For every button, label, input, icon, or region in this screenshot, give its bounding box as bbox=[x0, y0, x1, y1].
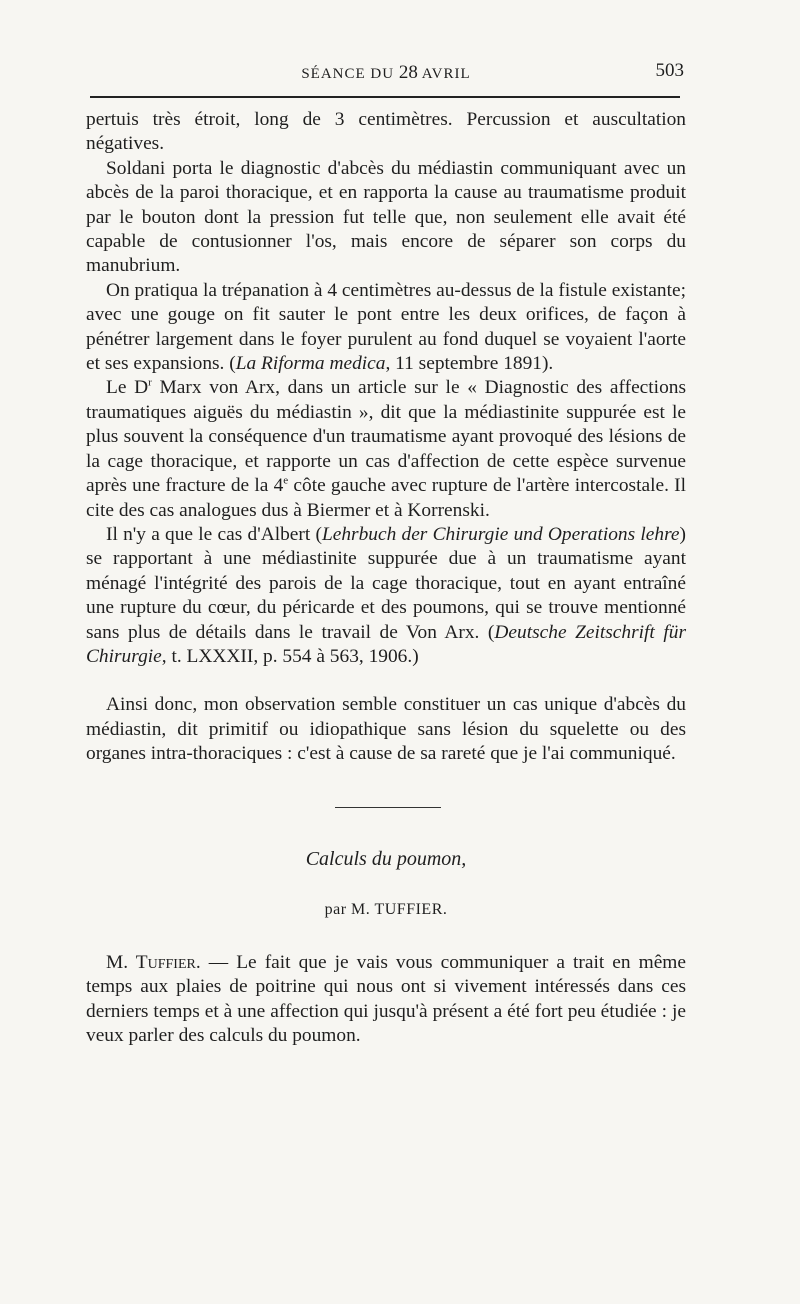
section-byline: par M. TUFFIER. bbox=[324, 901, 448, 919]
citation-deutsche-zeitschrift: Deutsche Zeitschrift für Chirurgie bbox=[86, 621, 686, 667]
running-head-date: 28 bbox=[398, 62, 418, 83]
running-head-suffix: AVRIL bbox=[421, 66, 471, 82]
body-text bbox=[86, 108, 686, 767]
paragraph-5-text-end: , t. LXXXII, p. 554 à 563, 1906.) bbox=[161, 645, 419, 667]
citation-lehrbuch: Lehrbuch der Chirurgie und Operations lehre bbox=[321, 523, 680, 545]
section-divider bbox=[335, 807, 441, 809]
document-page bbox=[86, 58, 686, 1049]
paragraph-4 bbox=[86, 376, 686, 522]
running-head bbox=[86, 62, 686, 84]
paragraph-6: Ainsi donc, mon observation semble constituer un cas unique d'abcès du médiastin, dit primitif ou idiopathique sans lésion du squelette ou des organes intra-thoraciques : c'est à cause de sa rareté que je l'ai communiqué. bbox=[86, 694, 686, 765]
section-title: Calculs du poumon, bbox=[305, 848, 467, 871]
paragraph-4-text: Le D bbox=[106, 377, 149, 399]
paragraph-7 bbox=[86, 951, 686, 1049]
speaker-name: M. Tuffier. bbox=[106, 952, 201, 974]
running-head-prefix: SÉANCE DU bbox=[301, 66, 395, 82]
superscript-r: r bbox=[148, 377, 152, 389]
paragraph-gap bbox=[86, 669, 686, 693]
header-rule bbox=[90, 96, 680, 98]
paragraph-3-text-end: , 11 septembre 1891). bbox=[385, 353, 554, 375]
paragraph-5-text: Il n'y a que le cas d'Albert ( bbox=[106, 523, 322, 545]
paragraph-7-text: — Le fait que je vais vous communiquer a trait en même temps aux plaies de poitrine qui nous ont si vivement intéressés dans ces derniers temps et à une affection qui jusqu'à présent a été fort peu étudiée : je veux parler des calculs du poumon. bbox=[86, 952, 686, 1047]
page-number: 503 bbox=[655, 60, 684, 81]
page-header bbox=[86, 58, 686, 88]
citation-riforma-medica: La Riforma medica bbox=[235, 353, 386, 375]
paragraph-4-text-end: côte gauche avec rupture de l'artère intercostale. Il cite des cas analogues dus à Biermer et à Korrenski. bbox=[86, 475, 687, 521]
paragraph-5-text-mid: ) se rapportant à une médiastinite suppurée due à un traumatisme ayant ménagé l'intégrité des parois de la cage thoracique, tout en ayant entraîné une rupture du cœur, du péricarde et des poumons, qui se trouve mentionné sans plus de détails dans le travail de Von Arx. ( bbox=[86, 523, 687, 643]
section-body bbox=[86, 951, 686, 1049]
paragraph-2: Soldani porta le diagnostic d'abcès du médiastin communiquant avec un abcès de la paroi thoracique, et en rapporta la cause au traumatisme produit par le bouton dont la pression fut telle que, non seulement elle avait été capable de contusionner l'os, mais encore de séparer son corps du manubrium. bbox=[86, 157, 686, 277]
superscript-e: e bbox=[283, 474, 289, 487]
paragraph-4-text-mid: Marx von Arx, dans un article sur le « Diagnostic des affections traumatiques aiguës du médiastin », dit que la médiastinite suppurée est le plus souvent la conséquence d'un traumatisme ayant provoqué des lésions de la cage thoracique, et rapporte un cas d'affection de cette espèce survenue après une fracture de la 4 bbox=[86, 377, 687, 497]
paragraph-3 bbox=[86, 279, 686, 377]
paragraph-5 bbox=[86, 523, 686, 669]
paragraph-3-text: On pratiqua la trépanation à 4 centimètres au-dessus de la fistule existante; avec une gouge on fit sauter le pont entre les deux orifices, de façon à pénétrer largement dans le foyer purulent au fond duquel se voyaient l'aorte et ses expansions. ( bbox=[86, 279, 686, 375]
paragraph-1: pertuis très étroit, long de 3 centimètres. Percussion et auscultation négatives. bbox=[86, 109, 686, 155]
